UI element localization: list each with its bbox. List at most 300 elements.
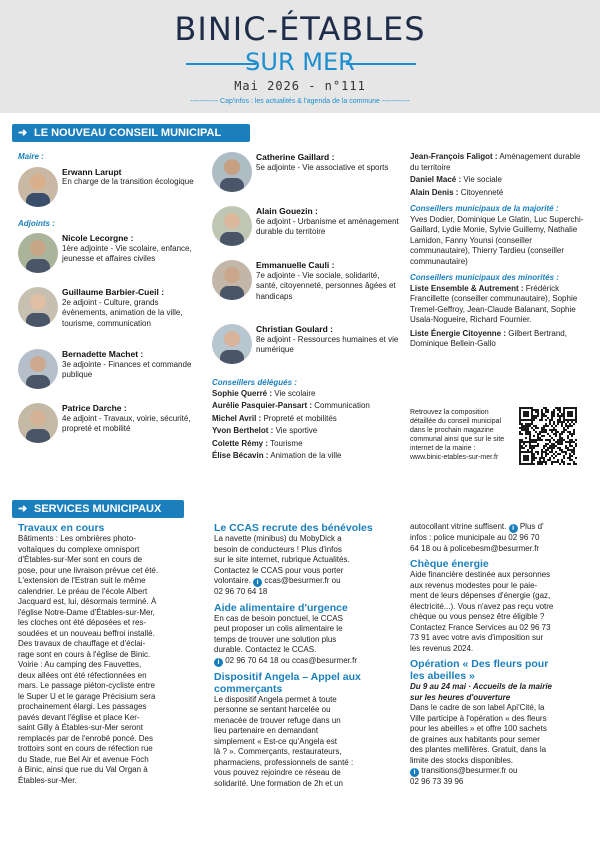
qr-module (551, 425, 553, 427)
qr-module (551, 445, 553, 447)
text-line: sur les heures d'ouverture (410, 692, 511, 702)
text-line: les cloches ont été déposées et res- (18, 618, 147, 627)
qr-module (519, 447, 521, 449)
qr-module (539, 463, 541, 465)
person-name: Guillaume Barbier-Cueil : (62, 287, 165, 297)
qr-module (567, 421, 569, 423)
qr-module (553, 433, 555, 435)
qr-module (537, 411, 539, 413)
qr-module (549, 441, 551, 443)
qr-module (557, 459, 559, 461)
qr-module (551, 429, 553, 431)
qr-module (541, 453, 543, 455)
qr-module (547, 417, 549, 419)
person-name: Nicole Lecorgne : (62, 233, 134, 243)
qr-module (549, 439, 551, 441)
qr-module (571, 425, 573, 427)
text-line (410, 766, 592, 777)
qr-module (557, 423, 559, 425)
qr-module (545, 411, 547, 413)
qr-module (569, 449, 571, 451)
qr-module (523, 447, 525, 449)
qr-module (569, 463, 571, 465)
text-line: voltaïques du complexe omnisport (18, 544, 140, 554)
qr-module (533, 417, 535, 419)
qr-module (537, 451, 539, 453)
member-name: Alain Denis : (410, 187, 459, 197)
text-line: L'extension de l'Estran suit le même (18, 576, 146, 585)
qr-module (537, 463, 539, 465)
qr-module (525, 433, 527, 435)
qr-module (569, 423, 571, 425)
qr-module (573, 447, 575, 449)
qr-module (567, 463, 569, 465)
majorite-label: Conseillers municipaux de la majorité : (410, 204, 559, 213)
qr-module (553, 443, 555, 445)
qr-module (547, 459, 549, 461)
text-line: à Binic, ainsi que rue du Val Organ à (18, 765, 148, 774)
qr-module (569, 439, 571, 441)
qr-module (557, 441, 559, 443)
qr-module (533, 435, 535, 437)
text-line: trottoirs sont en cours de réfection rue (18, 744, 153, 753)
qr-module (541, 413, 543, 415)
qr-module (563, 439, 565, 441)
text-line: Contactez France Services au 02 96 73 (410, 622, 551, 632)
qr-module (553, 409, 555, 411)
qr-module (519, 445, 521, 447)
qr-module (535, 445, 537, 447)
qr-module (555, 455, 557, 457)
person-text (62, 287, 206, 329)
member-line (212, 439, 402, 450)
qr-module (571, 455, 573, 457)
qr-module (545, 453, 547, 455)
qr-module (521, 429, 523, 431)
portrait-photo (212, 260, 252, 300)
delegues-label: Conseillers délégués : (212, 378, 297, 387)
qr-module (551, 443, 553, 445)
qr-module (545, 443, 547, 445)
member-line (410, 175, 588, 186)
qr-module (537, 433, 539, 435)
text-line: durable. Contactez le CCAS. (214, 645, 317, 654)
qr-module (543, 425, 545, 427)
member-name: Yvon Berthelot : (212, 426, 274, 435)
text-line: électricité...). Vous n'avez pas reçu votre (410, 601, 554, 611)
qr-module (535, 451, 537, 453)
person-text (256, 324, 402, 356)
qr-module (519, 449, 521, 451)
qr-module (545, 439, 547, 441)
fleurs-title (410, 658, 592, 682)
ccas-text (214, 534, 404, 598)
travaux-title: Travaux en cours (18, 522, 105, 534)
qr-module (573, 431, 575, 433)
qr-module (537, 453, 539, 455)
qr-module (571, 421, 573, 423)
text-line: pavés devant l'église et place Ker- (18, 712, 140, 722)
qr-code[interactable] (519, 407, 577, 465)
conseil-left-column (18, 152, 206, 453)
qr-module (555, 425, 557, 427)
qr-module (575, 457, 577, 459)
qr-module (543, 431, 545, 433)
member-role: Vie sportive (275, 426, 318, 435)
qr-module (565, 423, 567, 425)
qr-module (549, 421, 551, 423)
qr-module (561, 451, 563, 453)
qr-module (537, 427, 539, 429)
qr-module (531, 445, 533, 447)
qr-module (535, 427, 537, 429)
qr-module (549, 457, 551, 459)
qr-module (571, 449, 573, 451)
qr-module (571, 441, 573, 443)
qr-module (529, 437, 531, 439)
qr-module (547, 433, 549, 435)
qr-module (567, 449, 569, 451)
qr-module (521, 445, 523, 447)
aide-text (214, 614, 404, 667)
qr-module (557, 431, 559, 433)
qr-module (541, 411, 543, 413)
qr-module (571, 459, 573, 461)
qr-module (537, 409, 539, 411)
qr-module (555, 435, 557, 437)
qr-module (551, 461, 553, 463)
aide-contact[interactable]: 02 96 70 64 18 ou ccas@besurmer.fr (225, 655, 357, 665)
qr-module (527, 425, 529, 427)
qr-module (533, 429, 535, 431)
text-line: calendrier. Le préau de l'école Albert (18, 586, 148, 596)
qr-module (533, 425, 535, 427)
qr-module (571, 435, 573, 437)
qr-module (565, 429, 567, 431)
qr-module (561, 425, 563, 427)
qr-module (529, 447, 531, 449)
qr-module (523, 427, 525, 429)
qr-module (555, 461, 557, 463)
arrow-icon: ➜ (18, 127, 28, 139)
qr-module (545, 419, 547, 421)
qr-module (543, 429, 545, 431)
qr-module (519, 421, 521, 423)
text-line: limite des stocks disponibles. (410, 755, 514, 765)
qr-module (539, 457, 541, 459)
qr-module (567, 435, 569, 437)
qr-module (565, 453, 567, 455)
qr-module (561, 433, 563, 435)
qr-module (529, 443, 531, 445)
qr-module (559, 447, 561, 449)
text-line: Jacquard est, lui, désormais terminé. À (18, 597, 157, 606)
qr-module (565, 425, 567, 427)
text-line: Le dispositif Angela permet à toute (214, 694, 337, 704)
qr-module (563, 457, 565, 459)
qr-module (565, 451, 567, 453)
qr-module (569, 459, 571, 461)
qr-module (533, 419, 535, 421)
qr-module (569, 433, 571, 435)
cheque-title: Chèque énergie (410, 558, 489, 570)
qr-module (527, 441, 529, 443)
qr-module (557, 413, 559, 415)
qr-module (571, 439, 573, 441)
cheque-text (410, 570, 592, 654)
info-icon: i (253, 578, 262, 587)
issue-number: Mai 2026 - n°111 (234, 79, 366, 93)
qr-module (545, 415, 547, 417)
qr-module (525, 429, 527, 431)
qr-module (543, 413, 545, 415)
person-role: 6e adjoint - Urbanisme et aménagement durable du territoire (256, 216, 399, 236)
town-logo-top: BINIC-ÉTABLES (174, 10, 426, 48)
qr-module (543, 407, 545, 409)
qr-module (529, 441, 531, 443)
qr-module (567, 441, 569, 443)
text-line: Étables-sur-Mer. (18, 775, 77, 785)
title-line: les abeilles » (410, 670, 475, 682)
qr-module (561, 441, 563, 443)
person-role: 7e adjointe - Vie sociale, solidarité, santé, citoyenneté, personnes âgées et handicaps (256, 270, 396, 301)
person-card (212, 324, 402, 376)
qr-module (573, 461, 575, 463)
qr-module (557, 419, 559, 421)
qr-module (545, 461, 547, 463)
qr-module (527, 449, 529, 451)
qr-module (527, 429, 529, 431)
qr-module (555, 431, 557, 433)
portrait-photo (212, 152, 252, 192)
qr-module (567, 437, 569, 439)
qr-module (543, 435, 545, 437)
person-name: Emmanuelle Cauli : (256, 260, 335, 270)
qr-module (541, 457, 543, 459)
person-card (18, 233, 206, 283)
qr-module (553, 423, 555, 425)
text-line: Contactez le CCAS pour vous porter (214, 565, 344, 575)
person-name: Christian Goulard : (256, 324, 333, 334)
list1-text: Frédérick Francillette (conseiller communautaire), Sophie Tremel-Geffroy, Jean-Claude Balanant, Sophie Usala-Nogueire, Richard Fournier. (410, 283, 578, 324)
person-name: Erwann Larupt (62, 166, 122, 177)
qr-module (551, 419, 553, 421)
qr-module (551, 449, 553, 451)
member-role: Aménagement durable du territoire (410, 152, 581, 172)
person-role: 2e adjoint - Culture, grands évènements, animation de la ville, tourisme, communication (62, 297, 183, 328)
qr-module (559, 443, 561, 445)
fleurs-email[interactable]: transitions@besurmer.fr ou (421, 766, 518, 775)
qr-module (561, 443, 563, 445)
qr-module (535, 457, 537, 459)
qr-module (529, 439, 531, 441)
qr-text: Retrouvez la composition détaillée du conseil municipal dans le prochain magazine communal ainsi que sur le site internet de la mairie : (410, 409, 505, 452)
member-role: Vie sociale (463, 175, 502, 184)
qr-module (569, 455, 571, 457)
person-card (212, 206, 402, 258)
text-line: menacée de trouver refuge dans un (214, 715, 341, 725)
person-card (212, 152, 402, 204)
member-name: Michel Avril : (212, 413, 262, 423)
qr-module (571, 451, 573, 453)
qr-module (547, 453, 549, 455)
qr-module (533, 447, 535, 449)
portrait-photo (18, 403, 58, 443)
qr-module (535, 431, 537, 433)
qr-module (551, 463, 553, 465)
qr-module (527, 423, 529, 425)
qr-module (553, 447, 555, 449)
text-fragment: Plus d' (519, 522, 544, 531)
qr-module (549, 435, 551, 437)
qr-module (561, 459, 563, 461)
text-line: rage sont en cours à l'église de Binic. (18, 649, 151, 659)
qr-module (555, 445, 557, 447)
person-role: 8e adjoint - Ressources humaines et vie numérique (256, 334, 399, 354)
qr-module (567, 447, 569, 449)
qr-module (521, 447, 523, 449)
qr-module (545, 409, 547, 411)
text-line: 73 91 avec votre avis d'imposition sur (410, 633, 544, 642)
qr-module (545, 423, 547, 425)
qr-module (553, 421, 555, 423)
ccas-phone: 02 96 70 64 18 (214, 587, 268, 596)
list1 (410, 284, 588, 326)
text-line: de graines aux habitants pour semer (410, 734, 540, 744)
qr-module (559, 463, 561, 465)
person-card (18, 167, 206, 219)
maire-label: Maire : (18, 152, 44, 161)
text-line: Voirie : Au camping des Fauvettes, (18, 660, 142, 669)
ccas-email[interactable]: ccas@besurmer.fr ou (264, 576, 341, 585)
qr-module (533, 453, 535, 455)
member-name: Daniel Macé : (410, 175, 462, 184)
qr-module (571, 433, 573, 435)
qr-module (553, 427, 555, 429)
qr-module (535, 411, 537, 413)
text-line: lieu partenaire en demandant (214, 726, 319, 735)
qr-module (543, 461, 545, 463)
qr-module (567, 431, 569, 433)
qr-module (547, 449, 549, 451)
qr-module (547, 411, 549, 413)
qr-module (569, 431, 571, 433)
qr-module (551, 437, 553, 439)
fleurs-contact (410, 766, 592, 788)
text-line: là ? ». Commerçants, restaurateurs, (214, 747, 342, 756)
info-icon: i (410, 768, 419, 777)
qr-module (551, 431, 553, 433)
qr-module (553, 461, 555, 463)
text-line: simplement « Est-ce qu'Angela est (214, 736, 337, 746)
qr-module (551, 415, 553, 417)
qr-module (561, 413, 563, 415)
qr-module (543, 447, 545, 449)
qr-module (561, 431, 563, 433)
qr-module (561, 415, 563, 417)
text-fragment: volontaire. (214, 576, 251, 585)
qr-module (555, 441, 557, 443)
angela-text (214, 695, 404, 790)
qr-module (559, 415, 561, 417)
website-link[interactable]: www.binic-etables-sur-mer.fr (410, 454, 499, 461)
text-line: solidarité. Une formation de 2h et un (214, 778, 343, 788)
qr-module (543, 427, 545, 429)
qr-module (559, 433, 561, 435)
text-line: Ville participe à l'opération « des fleurs (410, 713, 547, 723)
qr-module (527, 431, 529, 433)
qr-module (559, 437, 561, 439)
adjoints-label: Adjoints : (18, 218, 55, 228)
text-line: infos : police municipale au 02 96 70 (410, 533, 540, 542)
qr-module (561, 449, 563, 451)
person-role: 3e adjointe - Finances et commande publique (62, 359, 192, 379)
qr-module (565, 447, 567, 449)
banner-title: LE NOUVEAU CONSEIL MUNICIPAL (34, 127, 222, 139)
qr-module (547, 409, 549, 411)
qr-module (535, 417, 537, 419)
qr-module (519, 441, 521, 443)
qr-module (561, 461, 563, 463)
member-line (212, 401, 402, 412)
person-name: Catherine Gaillard : (256, 152, 335, 162)
travaux-text (18, 534, 208, 786)
fleurs-phone: 02 96 73 39 96 (410, 777, 464, 786)
text-line: ment de leurs dépenses d'énergie (gaz, (410, 591, 551, 600)
person-card (18, 349, 206, 399)
qr-module (533, 457, 535, 459)
qr-module (541, 439, 543, 441)
qr-module (559, 417, 561, 419)
qr-module (537, 437, 539, 439)
list1-name: Liste Ensemble & Autrement : (410, 283, 524, 293)
qr-module (535, 415, 537, 417)
qr-module (525, 425, 527, 427)
qr-module (541, 451, 543, 453)
section-banner-conseil (12, 124, 250, 142)
qr-module (563, 461, 565, 463)
qr-module (551, 455, 553, 457)
qr-module (531, 427, 533, 429)
qr-caption (410, 408, 514, 462)
text-line: Dans le cadre de son label Api'Cité, la (410, 703, 545, 712)
member-line (212, 389, 402, 400)
qr-module (553, 429, 555, 431)
qr-module (545, 445, 547, 447)
majorite-text: Yves Dodier, Dominique Le Glatin, Luc Superchi-Gaillard, Lydie Monie, Sylvie Guillemy, Nathalie Lamidon, Fanny Younsi (conseiller communautaire), Thierry Tardieu (conseiller communautaire) (410, 214, 584, 266)
qr-module (519, 433, 521, 435)
qr-module (573, 451, 575, 453)
qr-module (573, 453, 575, 455)
qr-module (549, 429, 551, 431)
angela-title (214, 671, 404, 695)
text-line: d'Étables-sur-Mer sont en cours de (18, 555, 143, 564)
text-line: deux allées ont été réfectionnées en (18, 670, 147, 680)
member-role: Tourisme (270, 438, 303, 448)
qr-module (569, 445, 571, 447)
qr-module (535, 439, 537, 441)
qr-module (537, 443, 539, 445)
person-name: Bernadette Machet : (62, 349, 144, 359)
qr-module (551, 411, 553, 413)
qr-module (563, 421, 565, 423)
qr-module (563, 451, 565, 453)
qr-module (545, 455, 547, 457)
qr-module (565, 441, 567, 443)
qr-module (557, 439, 559, 441)
qr-module (531, 423, 533, 425)
qr-module (569, 441, 571, 443)
